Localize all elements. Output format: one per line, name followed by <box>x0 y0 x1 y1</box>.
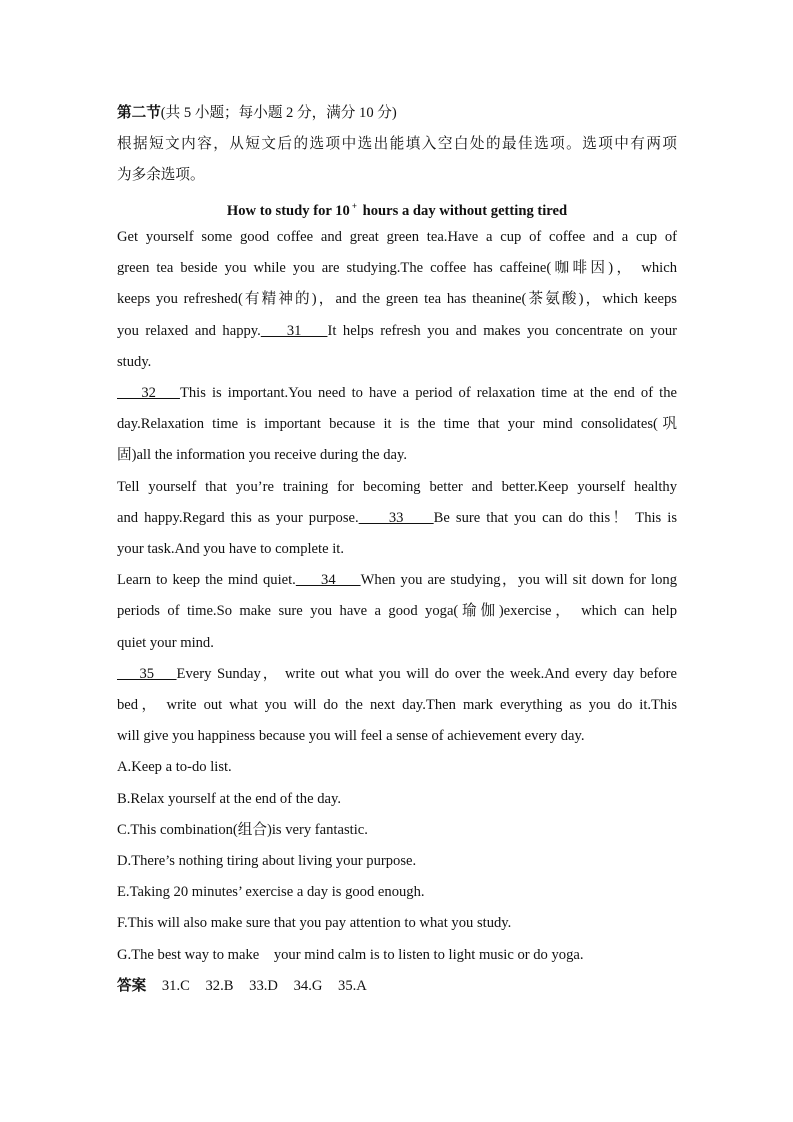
option-d: D.There’s nothing tiring about living your purpose. <box>117 853 417 869</box>
passage-line: quiet your mind. <box>117 635 214 651</box>
section-header <box>117 103 677 123</box>
passage-text: This is important.You need to have a period of relaxation time at the end of the <box>179 385 677 401</box>
instruction-line-1: 根据短文内容，从短文后的选项中选出能填入空白处的最佳选项。选项中有两项 <box>117 136 677 152</box>
option-g: G.The best way to make your mind calm is to listen to light music or do yoga. <box>117 947 584 963</box>
passage-line <box>117 664 677 684</box>
blank-35: 35 <box>117 666 177 682</box>
passage-line: bed， write out what you will do the next day.Then mark everything as you do it.This <box>117 697 677 713</box>
passage-text: Be sure that you can do this！ This is <box>433 510 678 526</box>
passage-line: will give you happiness because you will feel a sense of achievement every day. <box>117 728 585 744</box>
passage-text: It helps refresh you and makes you concentrate on your <box>327 323 678 339</box>
answer-item: 32.B <box>205 978 234 994</box>
answer-label: 答案 <box>117 978 147 994</box>
passage-text: and happy.Regard this as your purpose. <box>117 510 359 526</box>
passage-text: When you are studying，you will sit down for long <box>360 572 677 588</box>
option-c: C.This combination(组合)is very fantastic. <box>117 822 368 838</box>
passage-line <box>117 570 677 590</box>
option-b: B.Relax yourself at the end of the day. <box>117 791 341 807</box>
title-pre: How to study for 10 <box>226 203 350 219</box>
answer-item: 33.D <box>249 978 278 994</box>
section-note: (共 5 小题；每小题 2 分，满分 10 分) <box>160 105 397 121</box>
passage-title <box>117 196 677 221</box>
blank-33: 33 <box>358 510 434 526</box>
passage-line: periods of time.So make sure you have a good yoga(瑜伽)exercise， which can help <box>117 603 677 619</box>
passage-line: green tea beside you while you are studying.The coffee has caffeine(咖啡因)， which <box>117 260 677 276</box>
answer-item: 31.C <box>161 978 190 994</box>
passage-line <box>117 508 677 528</box>
option-e: E.Taking 20 minutes’ exercise a day is good enough. <box>117 884 425 900</box>
title-post: hours a day without getting tired <box>359 203 568 219</box>
answer-key <box>117 976 677 996</box>
passage-line: Get yourself some good coffee and great green tea.Have a cup of coffee and a cup of <box>117 229 677 245</box>
blank-34: 34 <box>295 572 361 588</box>
option-f: F.This will also make sure that you pay attention to what you study. <box>117 915 512 931</box>
blank-32: 32 <box>117 385 180 401</box>
title-sup: + <box>351 201 357 211</box>
passage-line <box>117 383 677 403</box>
passage-text: you relaxed and happy. <box>117 323 261 339</box>
instruction-line-2: 为多余选项。 <box>117 167 205 183</box>
passage-line: study. <box>117 354 152 370</box>
option-a: A.Keep a to-do list. <box>117 759 232 775</box>
passage-line: day.Relaxation time is important because it is the time that your mind consolidates(巩 <box>117 416 677 432</box>
passage-line: 固)all the information you receive during the day. <box>117 447 408 463</box>
answer-item: 35.A <box>338 978 367 994</box>
passage-line: Tell yourself that you’re training for becoming better and better.Keep yourself healthy <box>117 479 677 495</box>
section-label: 第二节 <box>117 105 161 121</box>
answer-item: 34.G <box>293 978 323 994</box>
passage-line: keeps you refreshed(有精神的)，and the green tea has theanine(茶氨酸)，which keeps <box>117 291 677 307</box>
passage-text: Every Sunday， write out what you will do over the week.And every day before <box>176 666 678 682</box>
passage-line: your task.And you have to complete it. <box>117 541 344 557</box>
blank-31: 31 <box>260 323 328 339</box>
passage-text: Learn to keep the mind quiet. <box>117 572 296 588</box>
passage-line <box>117 321 677 341</box>
